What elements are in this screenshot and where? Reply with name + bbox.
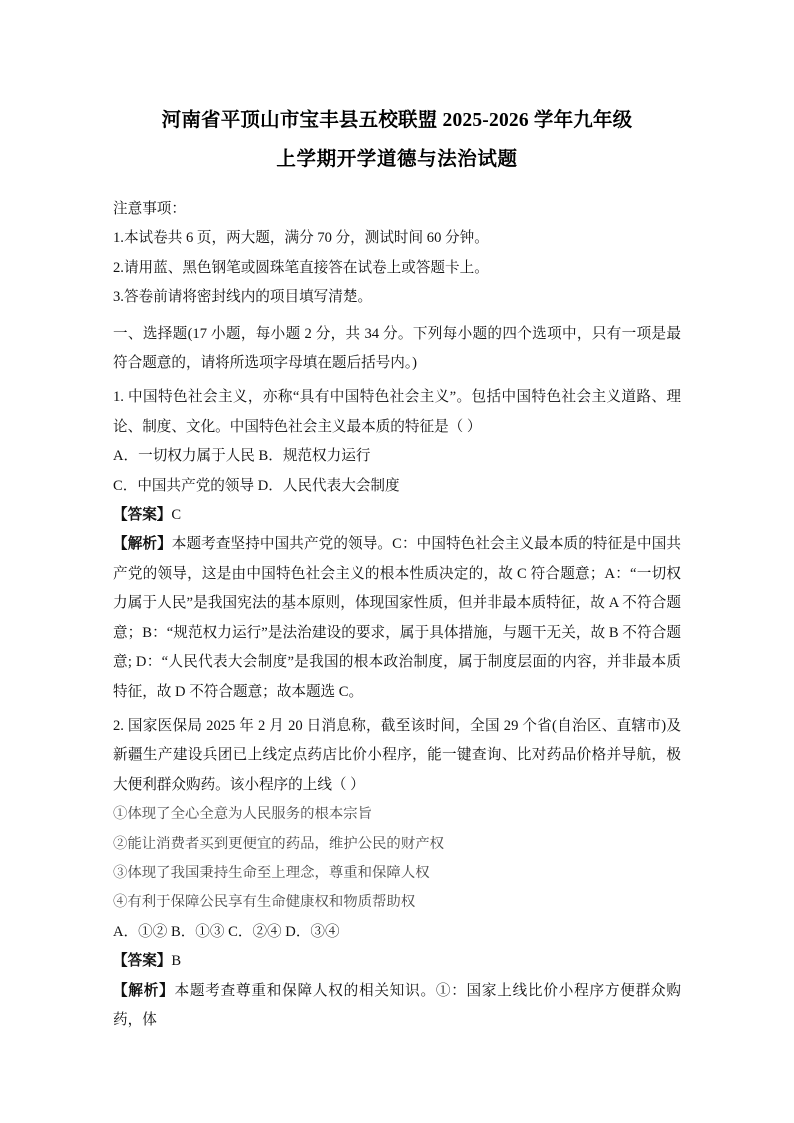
question-1-answer: [113, 501, 681, 530]
notice-heading: 注意事项：: [113, 201, 186, 217]
question-2-statement-2: ②能让消费者买到更便宜的药品，维护公民的财产权: [113, 835, 444, 852]
question-2-answer-label: 【答案】: [113, 953, 172, 970]
question-1-stem: [113, 383, 681, 442]
question-2-stem: [113, 712, 681, 800]
section-heading-multiple-choice: 一、选择题(17 小题，每小题 2 分，共 34 分。下列每小题的四个选项中，只有一项是最符合题意的，请将所选项字母填在题后括号内。): [113, 325, 681, 372]
question-1-text: 中国特色社会主义，亦称“具有中国特色社会主义”。包括中国特色社会主义道路、理论、制度、文化。中国特色社会主义最本质的特征是（ ）: [113, 389, 681, 435]
question-1-explanation-text: 本题考查坚持中国共产党的领导。C：中国特色社会主义最本质的特征是中国共产党的领导，这是由中国特色社会主义的根本性质决定的，故 C 符合题意；A：“一切权力属于人民”是我国宪法的基本原则，体现国家性质，但并非最本质特征，故 A 不符合题意；B：“规范权力运行”是法治建设的要求，属于具体措施，与题干无关，故 B 不符合题意; D：“人民代表大会制度”是我国的根本政治制度，属于制度层面的内容，并非最本质特征，故 D 不符合题意；故本题选 C。: [113, 536, 681, 700]
page-title-line-1: 河南省平顶山市宝丰县五校联盟 2025-2026 学年九年级: [161, 110, 633, 131]
page-content: [113, 0, 681, 1035]
question-2-options-line-1[interactable]: A．①② B．①③ C．②④ D．③④: [113, 923, 340, 940]
question-1-number: 1.: [113, 389, 124, 406]
question-1-explanation-label: 【解析】: [113, 536, 172, 553]
page-title-line-2: 上学期开学道德与法治试题: [276, 149, 518, 170]
question-1-options-line-1[interactable]: A．一切权力属于人民 B．规范权力运行: [113, 448, 371, 465]
question-2-statement-3: ③体现了我国秉持生命至上理念，尊重和保障人权: [113, 864, 430, 881]
question-2-text: 国家医保局 2025 年 2 月 20 日消息称，截至该时间，全国 29 个省(自治区、直辖市)及新疆生产建设兵团已上线定点药店比价小程序，能一键查询、比对药品价格并导航，极大便利群众购药。该小程序的上线（ ）: [113, 717, 681, 793]
question-2-statement-4: ④有利于保障公民享有生命健康权和物质帮助权: [113, 894, 416, 911]
notice-item-3: 3.答卷前请将密封线内的项目填写清楚。: [113, 289, 373, 306]
question-2-answer-value: B: [171, 953, 182, 970]
question-2-explanation-text: 本题考查尊重和保障人权的相关知识。①：国家上线比价小程序方便群众购药，体: [113, 982, 681, 1028]
question-2-answer: [113, 947, 681, 976]
question-1-explanation: [113, 530, 681, 706]
question-1-options-line-2[interactable]: C．中国共产党的领导 D．人民代表大会制度: [113, 477, 400, 494]
question-1-answer-value: C: [171, 507, 182, 524]
notice-item-1: 1.本试卷共 6 页，两大题，满分 70 分，测试时间 60 分钟。: [113, 230, 489, 247]
notice-item-2: 2.请用蓝、黑色钢笔或圆珠笔直接答在试卷上或答题卡上。: [113, 259, 489, 276]
question-2-number: 2.: [113, 717, 124, 734]
question-2-explanation-label: 【解析】: [113, 982, 175, 999]
question-1-answer-label: 【答案】: [113, 507, 172, 524]
page-title: [113, 101, 681, 179]
question-2-explanation: [113, 977, 681, 1036]
question-2-statement-1: ①体现了全心全意为人民服务的根本宗旨: [113, 806, 373, 823]
